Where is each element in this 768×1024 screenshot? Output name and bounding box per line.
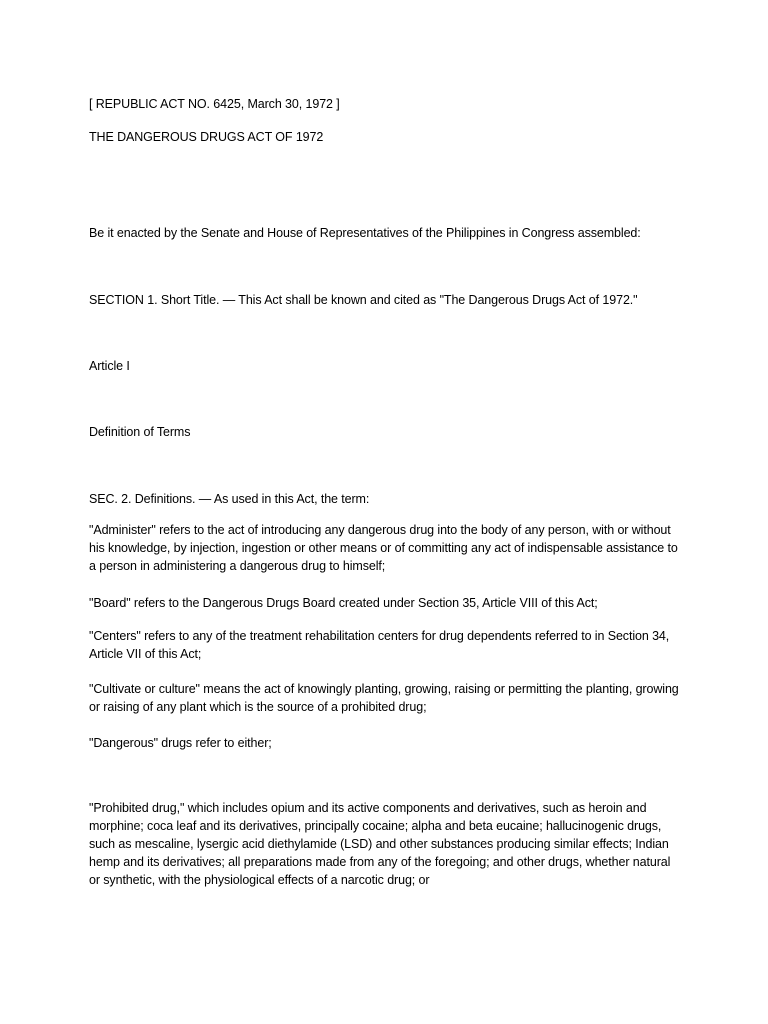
- definition-administer: "Administer" refers to the act of introducing any dangerous drug into the body of any person, with or without his knowledge, by injection, ingestion or other means or of committing any act of indispensable assistance to a person in administering a dangerous drug to himself;: [89, 523, 678, 573]
- definition-board: "Board" refers to the Dangerous Drugs Board created under Section 35, Article VIII of this Act;: [89, 596, 598, 610]
- definition-cultivate: "Cultivate or culture" means the act of knowingly planting, growing, raising or permitting the planting, growing or raising of any plant which is the source of a prohibited drug;: [89, 682, 679, 714]
- article-title: Definition of Terms: [89, 425, 191, 439]
- section-2: SEC. 2. Definitions. — As used in this Act, the term:: [89, 492, 370, 506]
- definition-dangerous: "Dangerous" drugs refer to either;: [89, 736, 272, 750]
- definition-centers: "Centers" refers to any of the treatment rehabilitation centers for drug dependents referred to in Section 34, Article VII of this Act;: [89, 629, 670, 661]
- definition-prohibited: "Prohibited drug," which includes opium and its active components and derivatives, such as heroin and morphine; coca leaf and its derivatives, principally cocaine; alpha and beta eucaine; hallucinogenic drugs, such as mescaline, lysergic acid diethylamide (LSD) and other substances producing similar effects; Indian hemp and its derivatives; all preparations made from any of the foregoing; and other drugs, whether natural or synthetic, with the physiological effects of a narcotic drug; or: [89, 801, 671, 887]
- article-heading: Article I: [89, 359, 130, 373]
- act-title: THE DANGEROUS DRUGS ACT OF 1972: [89, 130, 324, 144]
- act-header: [ REPUBLIC ACT NO. 6425, March 30, 1972 ]: [89, 97, 340, 111]
- enacting-clause: Be it enacted by the Senate and House of Representatives of the Philippines in Congress assembled:: [89, 226, 641, 240]
- section-1: SECTION 1. Short Title. — This Act shall be known and cited as "The Dangerous Drugs Act of 1972.": [89, 293, 638, 307]
